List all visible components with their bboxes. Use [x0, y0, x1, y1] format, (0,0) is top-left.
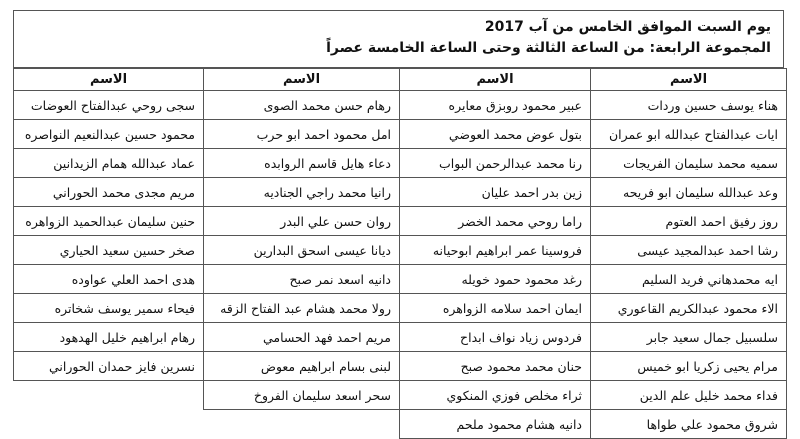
- name-cell: روان حسن علي البدر: [204, 207, 400, 236]
- roster-sheet: [13, 10, 786, 432]
- column-header: الاسم: [14, 69, 204, 91]
- empty-cell: [14, 381, 204, 410]
- table-row: [14, 236, 787, 265]
- name-cell: حنان محمد محمود صبح: [400, 352, 591, 381]
- name-cell: فيحاء سمير يوسف شخاتره: [14, 294, 204, 323]
- table-row: [14, 149, 787, 178]
- column-header: الاسم: [591, 69, 787, 91]
- name-cell: دعاء هايل قاسم الروابده: [204, 149, 400, 178]
- name-cell: زين بدر احمد عليان: [400, 178, 591, 207]
- name-cell: فداء محمد خليل علم الدين: [591, 381, 787, 410]
- table-row: [14, 410, 787, 439]
- name-cell: ديانا عيسى اسحق البدارين: [204, 236, 400, 265]
- date-heading: يوم السبت الموافق الخامس من آب 2017: [484, 19, 771, 35]
- header-box: [13, 10, 784, 68]
- column-header: الاسم: [204, 69, 400, 91]
- name-cell: سلسبيل جمال سعيد جابر: [591, 323, 787, 352]
- names-table: [13, 68, 787, 439]
- name-cell: رانيا محمد راجي الجناديه: [204, 178, 400, 207]
- name-cell: ايه محمدهاني فريد السليم: [591, 265, 787, 294]
- name-cell: مريم مجدى محمد الحوراني: [14, 178, 204, 207]
- table-row: [14, 323, 787, 352]
- name-cell: راما روحي محمد الخضر: [400, 207, 591, 236]
- name-cell: هناء يوسف حسين وردات: [591, 91, 787, 120]
- name-cell: دانيه هشام محمود ملحم: [400, 410, 591, 439]
- table-body: [14, 91, 787, 439]
- name-cell: ايمان احمد سلامه الزواهره: [400, 294, 591, 323]
- name-cell: سميه محمد سليمان الفريجات: [591, 149, 787, 178]
- empty-cell: [14, 410, 204, 439]
- name-cell: مرام يحيى زكريا ابو خميس: [591, 352, 787, 381]
- table-row: [14, 294, 787, 323]
- name-cell: صخر حسين سعيد الحياري: [14, 236, 204, 265]
- name-cell: فروسينا عمر ابراهيم ابوحيانه: [400, 236, 591, 265]
- name-cell: رغد محمود حمود خويله: [400, 265, 591, 294]
- name-cell: فردوس زياد نواف ابداح: [400, 323, 591, 352]
- empty-cell: [204, 410, 400, 439]
- table-row: [14, 381, 787, 410]
- name-cell: عبير محمود روبزق معايره: [400, 91, 591, 120]
- table-row: [14, 120, 787, 149]
- table-row: [14, 178, 787, 207]
- name-cell: امل محمود احمد ابو حرب: [204, 120, 400, 149]
- name-cell: مريم احمد فهد الحسامي: [204, 323, 400, 352]
- name-cell: رهام حسن محمد الصوى: [204, 91, 400, 120]
- name-cell: عماد عبدالله همام الزيدانين: [14, 149, 204, 178]
- name-cell: رهام ابراهيم خليل الهدهود: [14, 323, 204, 352]
- name-cell: سجى روحي عبدالفتاح العوضات: [14, 91, 204, 120]
- column-header: الاسم: [400, 69, 591, 91]
- name-cell: ايات عبدالفتاح عبدالله ابو عمران: [591, 120, 787, 149]
- name-cell: رنا محمد عبدالرحمن البواب: [400, 149, 591, 178]
- name-cell: لبنى بسام ابراهيم معوض: [204, 352, 400, 381]
- name-cell: نسرين فايز حمدان الحوراني: [14, 352, 204, 381]
- group-heading: المجموعة الرابعة: من الساعة الثالثة وحتى الساعة الخامسة عصراً: [326, 40, 771, 56]
- name-cell: وعد عبدالله سليمان ابو فريحه: [591, 178, 787, 207]
- name-cell: دانيه اسعد نمر صبح: [204, 265, 400, 294]
- name-cell: ثراء مخلص فوزي المنكوي: [400, 381, 591, 410]
- header-row: [14, 69, 787, 91]
- name-cell: روز رفيق احمد العتوم: [591, 207, 787, 236]
- table-row: [14, 265, 787, 294]
- name-cell: رشا احمد عبدالمجيد عيسى: [591, 236, 787, 265]
- name-cell: الاء محمود عبدالكريم القاعوري: [591, 294, 787, 323]
- name-cell: محمود حسين عبدالنعيم النواصره: [14, 120, 204, 149]
- name-cell: رولا محمد هشام عبد الفتاح الزقه: [204, 294, 400, 323]
- name-cell: شروق محمود علي طواها: [591, 410, 787, 439]
- name-cell: بتول عوض محمد العوضي: [400, 120, 591, 149]
- table-row: [14, 91, 787, 120]
- name-cell: سحر اسعد سليمان الفروخ: [204, 381, 400, 410]
- table-row: [14, 207, 787, 236]
- name-cell: هدى احمد العلي عواوده: [14, 265, 204, 294]
- name-cell: حنين سليمان عبدالحميد الزواهره: [14, 207, 204, 236]
- table-row: [14, 352, 787, 381]
